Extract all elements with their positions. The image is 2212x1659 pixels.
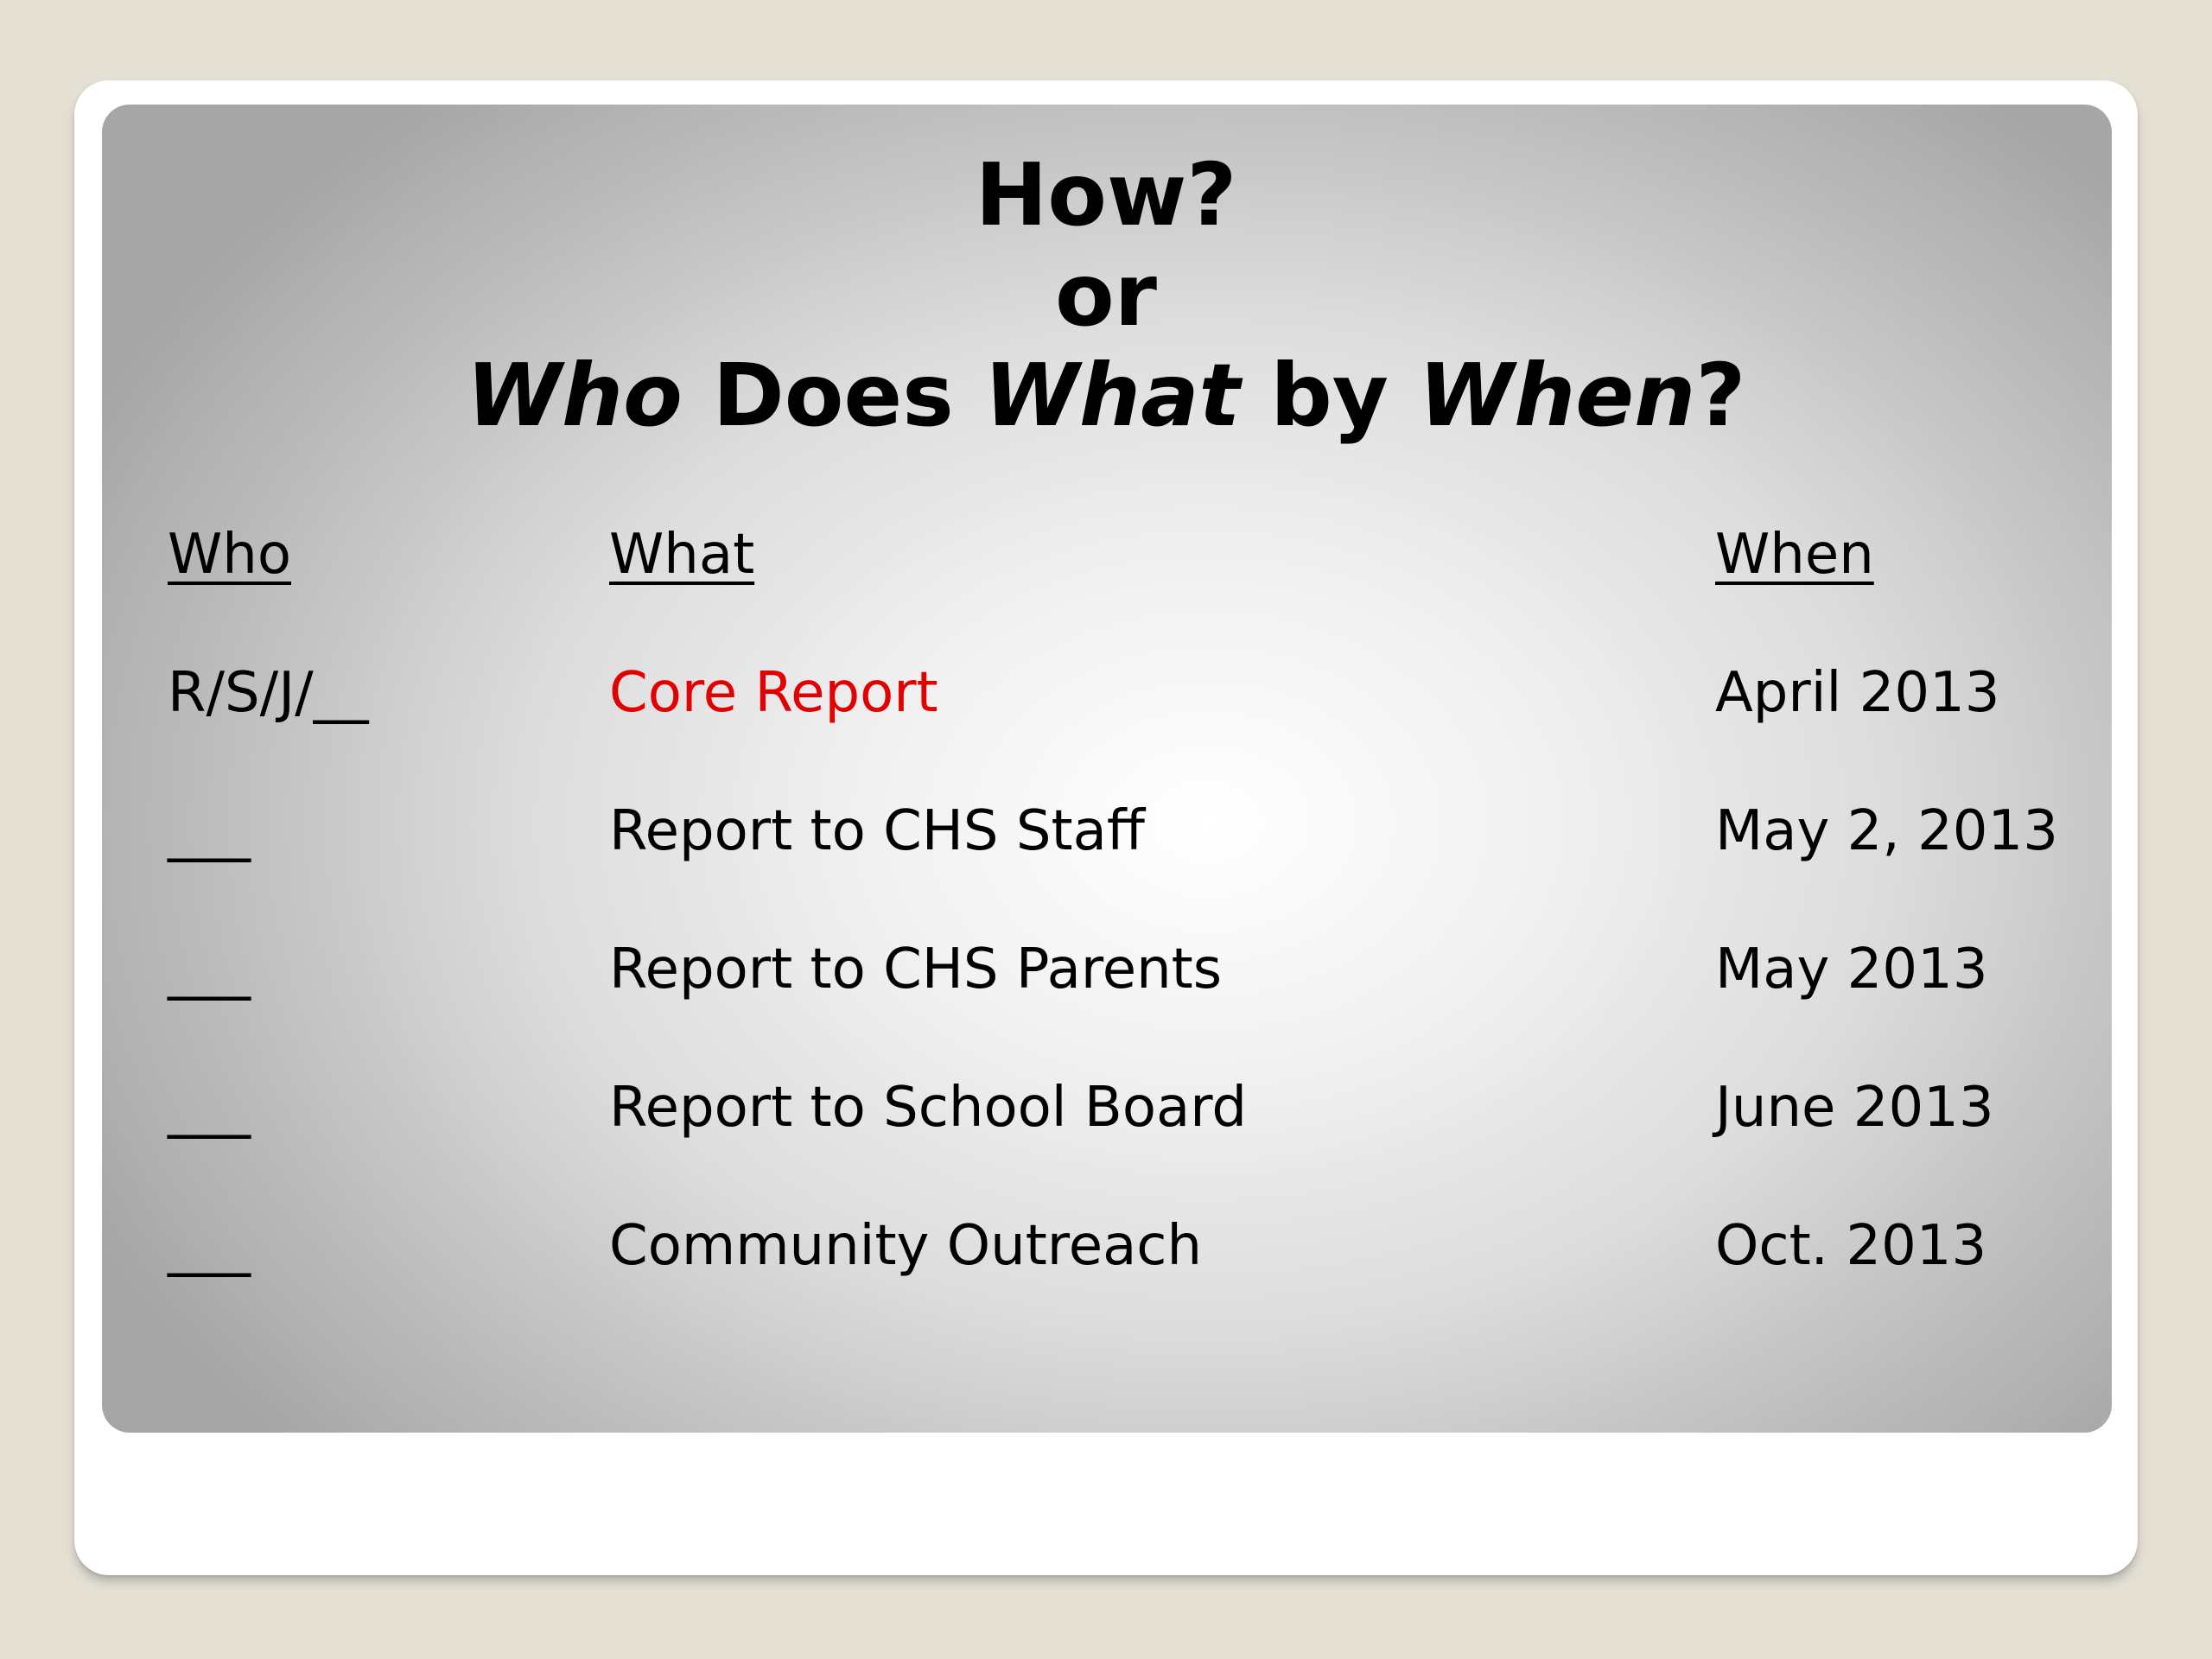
row-1-when: April 2013: [1715, 661, 2000, 725]
title-line-2: or: [1054, 245, 1158, 346]
row-5-when: Oct. 2013: [1715, 1214, 1987, 1278]
row-3-who: ___: [168, 938, 251, 1001]
title-does: Does: [712, 345, 954, 446]
header-who: Who: [168, 523, 291, 587]
row-2-who: ___: [168, 799, 251, 863]
title-line-3: [0, 346, 2212, 446]
title-by: by: [1270, 345, 1389, 446]
row-4-when: June 2013: [1715, 1076, 1994, 1140]
row-1-who: R/S/J/__: [168, 661, 369, 725]
title-what: What: [983, 345, 1241, 446]
row-4-who: ___: [168, 1076, 251, 1140]
header-what: What: [609, 523, 755, 587]
row-4-what: Report to School Board: [609, 1076, 1247, 1140]
title-line-1: How?: [975, 144, 1237, 245]
title-question-mark: ?: [1695, 345, 1746, 446]
row-2-what: Report to CHS Staff: [609, 799, 1145, 863]
row-3-when: May 2013: [1715, 938, 1988, 1001]
row-5-what: Community Outreach: [609, 1214, 1203, 1278]
row-5-who: ___: [168, 1214, 251, 1278]
row-3-what: Report to CHS Parents: [609, 938, 1223, 1001]
row-2-when: May 2, 2013: [1715, 799, 2058, 863]
row-1-what: Core Report: [609, 661, 938, 725]
title-who: Who: [466, 345, 683, 446]
title-when: When: [1418, 345, 1696, 446]
header-when: When: [1715, 523, 1874, 587]
